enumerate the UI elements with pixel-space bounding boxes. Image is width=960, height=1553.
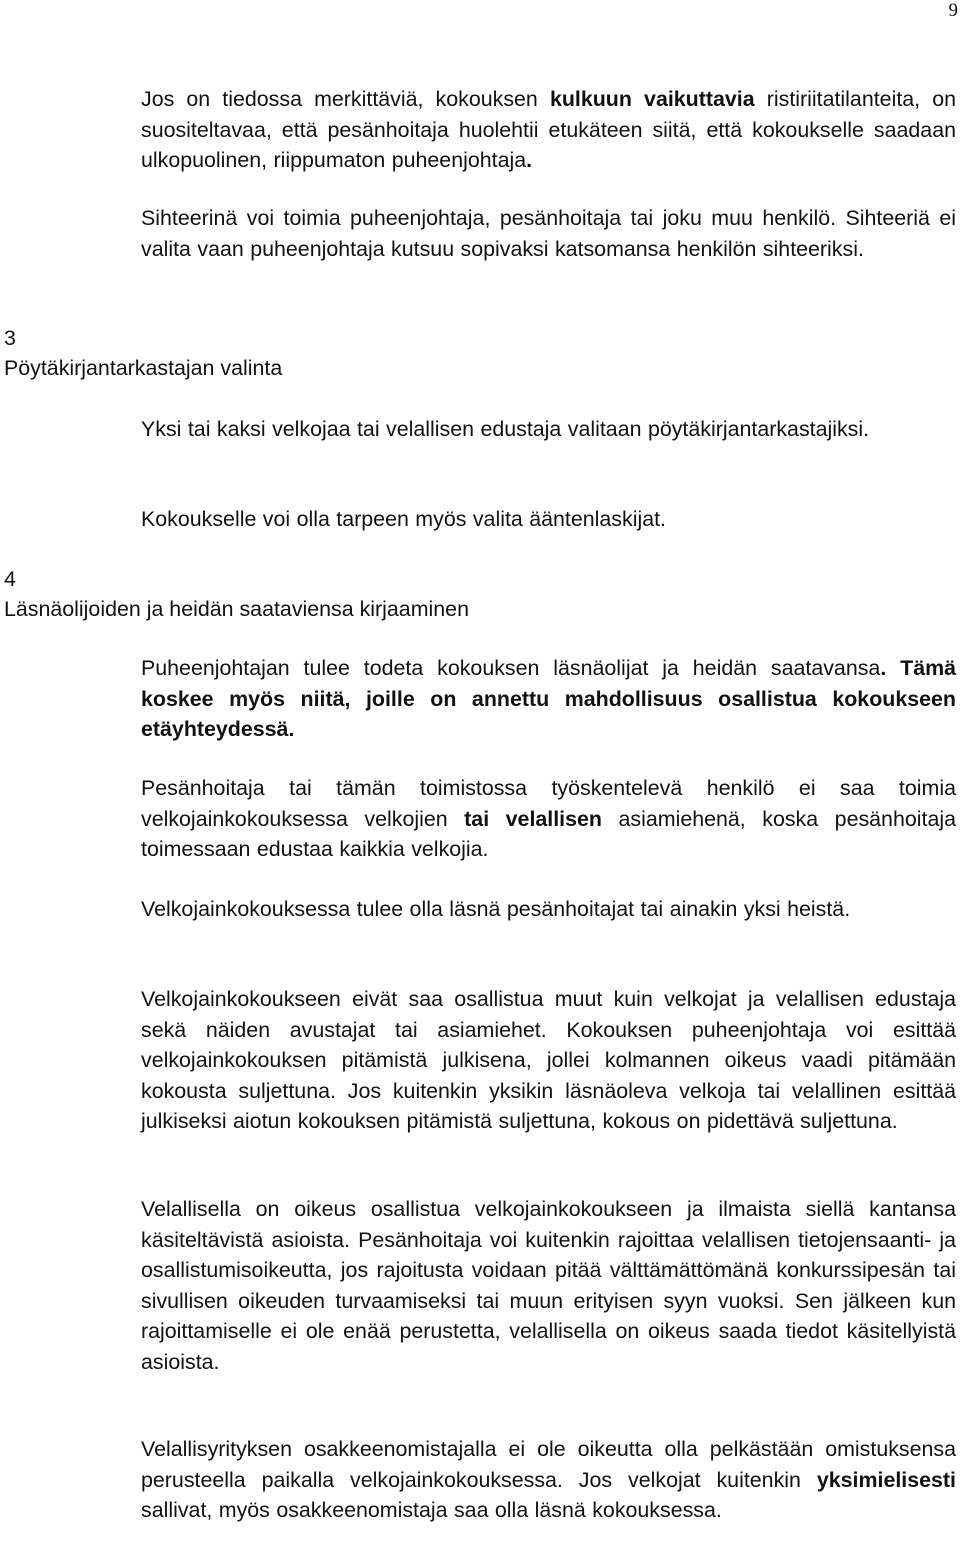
bold-emphasis: tai velallisen: [464, 806, 602, 831]
paragraph-shareholders: [141, 1434, 956, 1526]
paragraph-text: Pesänhoitaja tai tämän toimistossa työskentelevä henkilö ei saa toimia velkojainkokouksessa velkojien: [141, 776, 956, 831]
bold-emphasis: . Tämä koskee myös niitä, joille on annettu mahdollisuus osallistua kokoukseen etäyhteydessä.: [141, 656, 957, 741]
paragraph-text: Puheenjohtajan tulee todeta kokouksen läsnäolijat ja heidän saatavansa: [141, 656, 881, 680]
section-number-4: 4: [4, 567, 16, 591]
paragraph-trustee-restriction: [141, 773, 956, 865]
paragraph-attendees: [141, 653, 956, 745]
paragraph-text: Jos on tiedossa merkittäviä, kokouksen: [141, 87, 550, 111]
paragraph-vote-counters: Kokoukselle voi olla tarpeen myös valita ääntenlaskijat.: [141, 507, 666, 531]
paragraph-debtor-rights: Velallisella on oikeus osallistua velkojainkokoukseen ja ilmaista siellä kantansa käsiteltävistä asioista. Pesänhoitaja voi kuitenkin rajoittaa velallisen tietojensaanti- ja osallistumisoikeutta, jos rajoitusta voidaan pitää välttämättömänä konkurssipesän tai sivullisen oikeuden turvaamiseksi tai muun erityisen syyn vuoksi. Sen jälkeen kun rajoittamiselle ei ole enää perustetta, velallisella on oikeus saada tiedot käsitellyistä asioista.: [141, 1197, 956, 1374]
paragraph-trustee-presence: Velkojainkokouksessa tulee olla läsnä pesänhoitajat tai ainakin yksi heistä.: [141, 897, 851, 921]
paragraph-secretary: Sihteerinä voi toimia puheenjohtaja, pesänhoitaja tai joku muu henkilö. Sihteeriä ei valita vaan puheenjohtaja kutsuu sopivaksi katsomansa henkilön sihteeriksi.: [141, 206, 956, 261]
bold-emphasis: yksimielisesti: [816, 1467, 956, 1492]
paragraph-text: Velallisyrityksen osakkeenomistajalla ei ole oikeutta olla pelkästään omistuksensa perusteella paikalla velkojainkokouksessa. Jos velkojat kuitenkin: [141, 1437, 956, 1492]
section-number-3: 3: [4, 326, 16, 350]
section-title-3: Pöytäkirjantarkastajan valinta: [4, 356, 283, 380]
paragraph-minutes-checkers: Yksi tai kaksi velkojaa tai velallisen edustaja valitaan pöytäkirjantarkastajiksi.: [141, 417, 870, 441]
page-number: 9: [948, 0, 958, 21]
bold-emphasis: kulkuun vaikuttavia: [549, 87, 755, 111]
paragraph-participants: Velkojainkokoukseen eivät saa osallistua muut kuin velkojat ja velallisen edustaja sekä näiden avustajat tai asiamiehet. Kokouksen puheenjohtaja voi esittää velkojainkokouksen pitämistä julkisena, jollei kolmannen oikeus vaadi pitämään kokousta suljettuna. Jos kuitenkin yksikin läsnäoleva velkoja tai velallinen esittää julkiseksi aiotun kokouksen pitämistä suljettuna, kokous on pidettävä suljettuna.: [141, 987, 956, 1133]
paragraph-chairman-conflicts: [141, 84, 956, 176]
section-title-4: Läsnäolijoiden ja heidän saataviensa kirjaaminen: [4, 597, 469, 621]
paragraph-text: sallivat, myös osakkeenomistaja saa olla läsnä kokouksessa.: [141, 1498, 722, 1522]
bold-period: .: [526, 148, 533, 172]
paragraph-text: ristiriitatilanteita, on suositeltavaa, että pesänhoitaja huolehtii etukäteen siitä, että kokoukselle saadaan ulkopuolinen, riippumaton puheenjohtaja: [141, 87, 957, 172]
paragraph-text: asiamiehenä, koska pesänhoitaja toimessaan edustaa kaikkia velkojia.: [141, 806, 956, 861]
